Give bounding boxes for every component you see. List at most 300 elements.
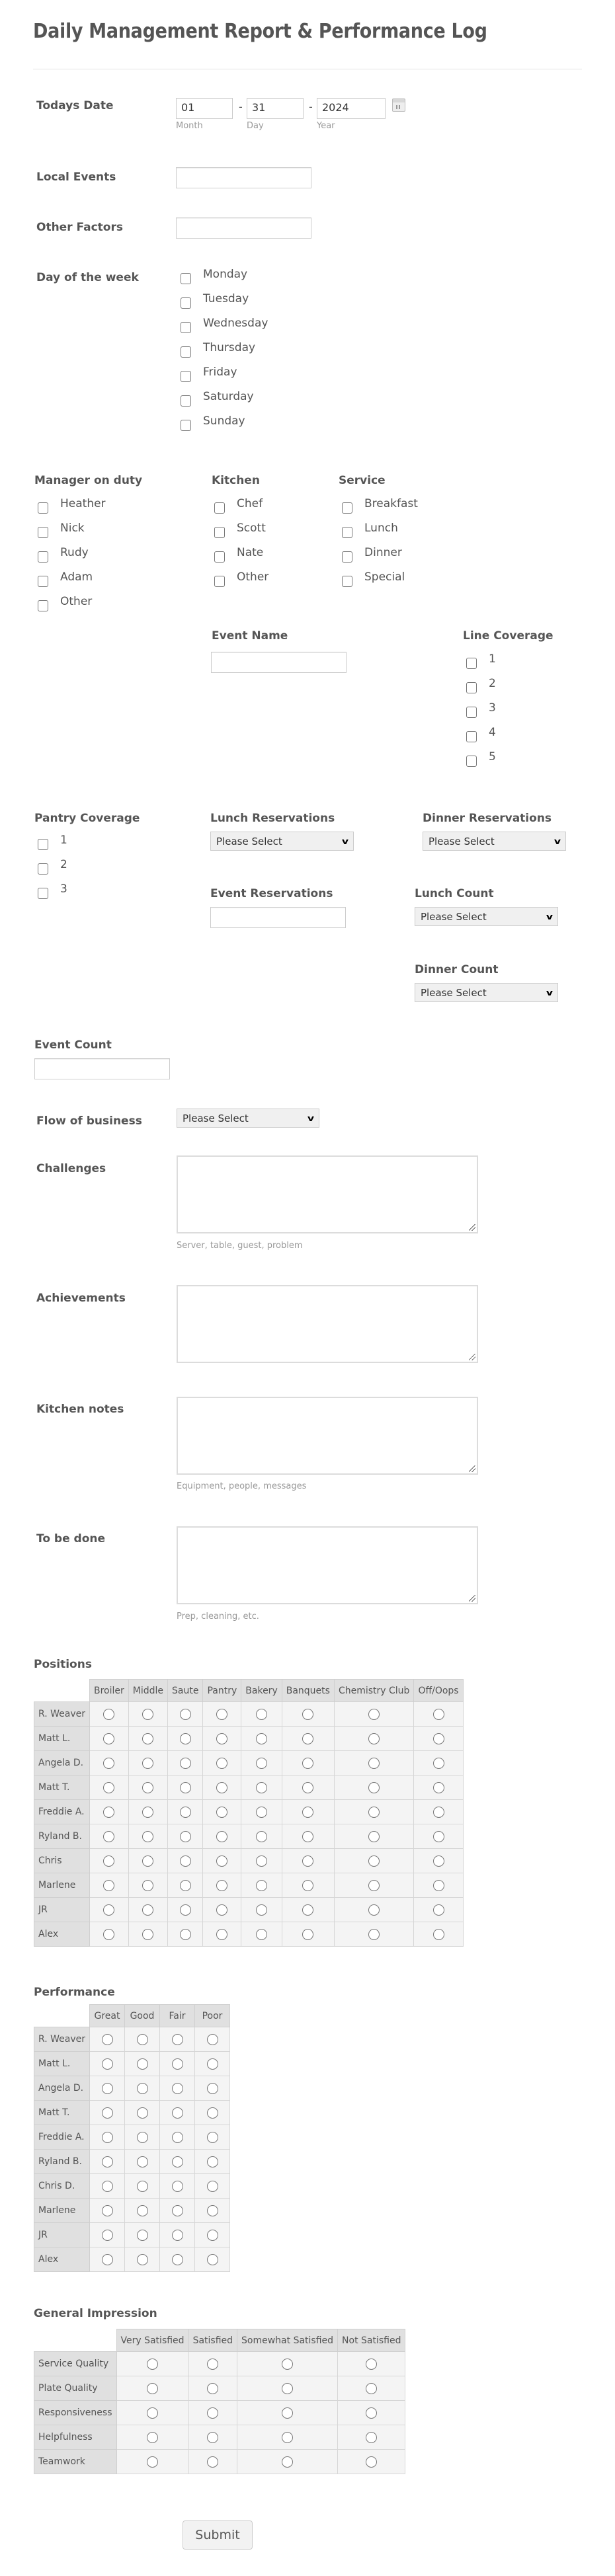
radio-button[interactable] [103,1782,114,1793]
table-row [34,1702,464,1727]
checkbox-icon[interactable] [38,888,48,899]
matrix-cell [203,1824,241,1849]
checkbox-heather[interactable]: Heather [38,499,106,512]
challenges-textarea[interactable] [177,1155,478,1233]
radio-button[interactable] [433,1929,444,1940]
matrix-cell [282,1922,334,1947]
radio-button[interactable] [282,2359,293,2370]
radio-button[interactable] [207,2034,218,2045]
radio-button[interactable] [368,1733,380,1744]
matrix-cell [90,1873,129,1898]
radio-button[interactable] [256,1709,267,1720]
radio-button[interactable] [103,1758,114,1769]
radio-button[interactable] [207,2383,218,2394]
radio-button[interactable] [216,1709,227,1720]
matrix-cell [125,2101,160,2125]
radio-button[interactable] [366,2359,377,2370]
row-label: Matt L. [34,1727,90,1751]
matrix-cell [282,1727,334,1751]
row-label: Angela D. [34,1751,90,1776]
to-be-done-textarea[interactable] [177,1526,478,1604]
checkbox-icon[interactable] [181,322,191,333]
radio-button[interactable] [102,2254,113,2265]
matrix-cell [90,2150,125,2174]
radio-button[interactable] [137,2230,148,2241]
checkbox-adam[interactable]: Adam [38,572,106,586]
radio-button[interactable] [172,2230,183,2241]
checkbox-breakfast[interactable]: Breakfast [342,499,418,512]
matrix-cell [334,1751,414,1776]
checkbox-pantry-2[interactable]: 2 [38,860,67,873]
radio-button[interactable] [102,2230,113,2241]
lunch-count-label: Lunch Count [415,887,494,900]
row-label: R. Weaver [34,2027,90,2052]
kitchen-notes-hint: Equipment, people, messages [177,1481,307,1491]
select-value: Please Select [421,910,487,923]
chevron-down-icon: v [554,836,561,846]
resize-grip-icon[interactable] [469,1465,475,1472]
radio-button[interactable] [102,2058,113,2070]
radio-button[interactable] [433,1782,444,1793]
radio-button[interactable] [282,2383,293,2394]
radio-button[interactable] [103,1929,114,1940]
radio-button[interactable] [368,1807,380,1818]
radio-button[interactable] [207,2181,218,2192]
matrix-cell [125,2199,160,2223]
radio-button[interactable] [103,1904,114,1916]
radio-button[interactable] [180,1929,191,1940]
checkbox-icon[interactable] [181,395,191,407]
radio-button[interactable] [207,2132,218,2143]
radio-button[interactable] [216,1758,227,1769]
radio-button[interactable] [147,2359,158,2370]
to-be-done-hint: Prep, cleaning, etc. [177,1612,259,1621]
radio-button[interactable] [103,1855,114,1867]
matrix-cell [282,1898,334,1922]
radio-button[interactable] [433,1855,444,1867]
column-header: Broiler [90,1680,129,1702]
matrix-cell [414,1751,463,1776]
radio-button[interactable] [142,1880,153,1891]
matrix-cell [116,2425,188,2450]
radio-button[interactable] [102,2205,113,2216]
radio-button[interactable] [102,2107,113,2119]
radio-button[interactable] [137,2034,148,2045]
radio-button[interactable] [180,1855,191,1867]
radio-button[interactable] [147,2456,158,2468]
radio-button[interactable] [368,1758,380,1769]
radio-button[interactable] [433,1709,444,1720]
event-count-label: Event Count [34,1038,112,1052]
checkbox-special[interactable]: Special [342,572,418,586]
dinner-reservations-label: Dinner Reservations [423,812,552,825]
row-label: Chris [34,1849,90,1873]
checkbox-nick[interactable]: Nick [38,524,106,537]
checkbox-nate[interactable]: Nate [214,548,268,561]
radio-button[interactable] [302,1733,313,1744]
radio-button[interactable] [368,1831,380,1842]
radio-button[interactable] [207,2107,218,2119]
checkbox-icon[interactable] [181,297,191,309]
radio-button[interactable] [366,2456,377,2468]
radio-button[interactable] [207,2254,218,2265]
matrix-cell [188,2401,237,2425]
radio-button[interactable] [180,1807,191,1818]
checkbox-icon[interactable] [38,863,48,875]
matrix-cell [90,2247,125,2272]
radio-button[interactable] [216,1831,227,1842]
matrix-cell [195,2125,230,2150]
lunch-reservations-select[interactable] [210,832,354,851]
radio-button[interactable] [147,2407,158,2419]
row-label: Chris D. [34,2174,90,2199]
matrix-cell [160,2247,195,2272]
radio-button[interactable] [147,2432,158,2443]
achievements-textarea[interactable] [177,1285,478,1363]
checkbox-icon[interactable] [181,420,191,431]
radio-button[interactable] [368,1855,380,1867]
row-label: Ryland B. [34,1824,90,1849]
radio-button[interactable] [282,2432,293,2443]
radio-button[interactable] [180,1709,191,1720]
matrix-cell [334,1922,414,1947]
checkbox-manager-other[interactable]: Other [38,597,106,610]
radio-button[interactable] [216,1880,227,1891]
checkbox-icon[interactable] [342,502,352,514]
matrix-cell [203,1800,241,1824]
month-input[interactable]: 01 [176,98,233,119]
table-row [34,2199,230,2223]
radio-button[interactable] [137,2058,148,2070]
column-header: Good [125,2005,160,2027]
kitchen-notes-textarea[interactable] [177,1397,478,1475]
resize-grip-icon[interactable] [469,1354,475,1360]
table-row [34,1727,464,1751]
radio-button[interactable] [256,1782,267,1793]
radio-button[interactable] [180,1831,191,1842]
submit-button[interactable]: Submit [183,2520,253,2550]
radio-button[interactable] [207,2407,218,2419]
radio-button[interactable] [433,1758,444,1769]
matrix-cell [241,1824,282,1849]
radio-button[interactable] [433,1904,444,1916]
matrix-cell [195,2223,230,2247]
checkbox-line-2[interactable]: 2 [466,679,496,692]
radio-button[interactable] [142,1904,153,1916]
chevron-down-icon: v [546,988,554,997]
radio-button[interactable] [216,1855,227,1867]
radio-button[interactable] [207,2456,218,2468]
radio-button[interactable] [102,2132,113,2143]
checkbox-icon[interactable] [214,502,225,514]
checkbox-icon[interactable] [466,707,477,718]
matrix-cell [160,2125,195,2150]
table-row [34,1898,464,1922]
radio-button[interactable] [137,2181,148,2192]
matrix-cell [338,2401,405,2425]
radio-button[interactable] [368,1904,380,1916]
radio-button[interactable] [366,2383,377,2394]
checkbox-icon[interactable] [214,551,225,563]
radio-button[interactable] [172,2083,183,2094]
checkbox-icon[interactable] [38,576,48,587]
radio-button[interactable] [172,2132,183,2143]
radio-button[interactable] [180,1880,191,1891]
year-input[interactable]: 2024 [317,98,386,119]
positions-matrix [34,1679,464,1947]
other-factors-input[interactable] [176,217,311,239]
radio-button[interactable] [366,2432,377,2443]
radio-button[interactable] [207,2058,218,2070]
resize-grip-icon[interactable] [469,1224,475,1231]
matrix-cell [414,1849,463,1873]
resize-grip-icon[interactable] [469,1595,475,1602]
checkbox-pantry-3[interactable]: 3 [38,884,67,898]
radio-button[interactable] [137,2205,148,2216]
checkbox-line-4[interactable]: 4 [466,728,496,741]
date-separator: - [309,100,313,113]
day-input[interactable]: 31 [247,98,304,119]
radio-button[interactable] [172,2107,183,2119]
table-row [34,2425,405,2450]
radio-button[interactable] [433,1880,444,1891]
checkbox-icon[interactable] [342,527,352,538]
checkbox-saturday[interactable]: Saturday [181,392,268,405]
checkbox-icon[interactable] [181,273,191,284]
select-value: Please Select [429,835,495,847]
matrix-cell [125,2027,160,2052]
radio-button[interactable] [102,2083,113,2094]
event-reservations-input[interactable] [210,907,346,928]
radio-button[interactable] [172,2034,183,2045]
checkbox-friday[interactable]: Friday [181,368,268,381]
matrix-cell [334,1727,414,1751]
matrix-cell [125,2076,160,2101]
checkbox-icon[interactable] [466,731,477,742]
radio-button[interactable] [180,1733,191,1744]
checkbox-icon[interactable] [214,576,225,587]
matrix-cell [90,2027,125,2052]
checkbox-icon[interactable] [38,839,48,850]
radio-button[interactable] [103,1880,114,1891]
checkbox-line-3[interactable]: 3 [466,703,496,717]
radio-button[interactable] [256,1929,267,1940]
line-coverage-group [466,654,496,765]
radio-button[interactable] [433,1807,444,1818]
radio-button[interactable] [102,2156,113,2167]
radio-button[interactable] [180,1758,191,1769]
radio-button[interactable] [142,1782,153,1793]
matrix-cell [237,2352,338,2376]
radio-button[interactable] [256,1758,267,1769]
matrix-cell [188,2425,237,2450]
radio-button[interactable] [172,2058,183,2070]
radio-button[interactable] [302,1831,313,1842]
radio-button[interactable] [302,1758,313,1769]
flow-of-business-select[interactable] [177,1109,319,1128]
matrix-cell [237,2376,338,2401]
radio-button[interactable] [302,1904,313,1916]
matrix-header-row [34,1680,464,1702]
radio-button[interactable] [102,2181,113,2192]
checkbox-icon[interactable] [466,756,477,767]
matrix-cell [90,2223,125,2247]
checkbox-monday[interactable]: Monday [181,270,268,283]
radio-button[interactable] [207,2083,218,2094]
radio-button[interactable] [302,1855,313,1867]
radio-button[interactable] [172,2205,183,2216]
radio-button[interactable] [302,1709,313,1720]
radio-button[interactable] [137,2156,148,2167]
radio-button[interactable] [172,2156,183,2167]
radio-button[interactable] [142,1733,153,1744]
radio-button[interactable] [142,1855,153,1867]
checkbox-icon[interactable] [38,551,48,563]
checkbox-icon[interactable] [214,527,225,538]
radio-button[interactable] [282,2456,293,2468]
checkbox-lunch[interactable]: Lunch [342,524,418,537]
checkbox-scott[interactable]: Scott [214,524,268,537]
dinner-reservations-select[interactable] [423,832,566,851]
checkbox-icon[interactable] [466,658,477,669]
table-row [34,2223,230,2247]
radio-button[interactable] [366,2407,377,2419]
select-value: Please Select [421,986,487,999]
radio-button[interactable] [207,2156,218,2167]
radio-button[interactable] [172,2254,183,2265]
general-impression-label: General Impression [34,2307,157,2320]
column-header: Not Satisfied [338,2329,405,2352]
radio-button[interactable] [180,1904,191,1916]
radio-button[interactable] [433,1831,444,1842]
radio-button[interactable] [216,1782,227,1793]
checkbox-chef[interactable]: Chef [214,499,268,512]
radio-button[interactable] [142,1807,153,1818]
radio-button[interactable] [216,1929,227,1940]
matrix-cell [414,1800,463,1824]
event-name-input[interactable] [211,652,347,673]
other-factors-label: Other Factors [36,221,123,234]
checkbox-tuesday[interactable]: Tuesday [181,294,268,307]
checkbox-icon[interactable] [38,527,48,538]
radio-button[interactable] [256,1855,267,1867]
radio-button[interactable] [433,1733,444,1744]
radio-button[interactable] [137,2083,148,2094]
matrix-cell [414,1824,463,1849]
radio-button[interactable] [302,1880,313,1891]
local-events-input[interactable] [176,167,311,188]
matrix-cell [168,1702,203,1727]
radio-button[interactable] [256,1807,267,1818]
select-value: Please Select [216,835,282,847]
checkbox-pantry-1[interactable]: 1 [38,836,67,849]
matrix-cell [334,1849,414,1873]
radio-button[interactable] [302,1929,313,1940]
radio-button[interactable] [142,1831,153,1842]
radio-button[interactable] [103,1807,114,1818]
matrix-cell [282,1824,334,1849]
radio-button[interactable] [256,1733,267,1744]
checkbox-icon[interactable] [342,576,352,587]
matrix-cell [128,1922,167,1947]
checkbox-icon[interactable] [466,682,477,693]
radio-button[interactable] [256,1880,267,1891]
flow-of-business-label: Flow of business [36,1114,142,1128]
checkbox-wednesday[interactable]: Wednesday [181,319,268,332]
radio-button[interactable] [142,1709,153,1720]
radio-button[interactable] [368,1929,380,1940]
radio-button[interactable] [216,1904,227,1916]
lunch-count-select[interactable] [415,907,558,926]
radio-button[interactable] [142,1758,153,1769]
radio-button[interactable] [207,2205,218,2216]
radio-button[interactable] [180,1782,191,1793]
checkbox-line-5[interactable]: 5 [466,752,496,765]
checkbox-icon[interactable] [342,551,352,563]
checkbox-line-1[interactable]: 1 [466,654,496,668]
matrix-cell [282,1776,334,1800]
row-label: Matt L. [34,2052,90,2076]
column-header: Chemistry Club [334,1680,414,1702]
radio-button[interactable] [368,1782,380,1793]
row-label: Matt T. [34,1776,90,1800]
radio-button[interactable] [256,1831,267,1842]
matrix-cell [90,1776,129,1800]
calendar-icon[interactable] [392,98,405,112]
row-label: Alex [34,1922,90,1947]
checkbox-rudy[interactable]: Rudy [38,548,106,561]
checkbox-icon[interactable] [181,346,191,358]
radio-button[interactable] [103,1709,114,1720]
dinner-count-select[interactable] [415,983,558,1002]
radio-button[interactable] [137,2132,148,2143]
matrix-cell [125,2150,160,2174]
checkbox-dinner[interactable]: Dinner [342,548,418,561]
matrix-cell [334,1873,414,1898]
achievements-label: Achievements [36,1292,126,1305]
radio-button[interactable] [103,1831,114,1842]
radio-button[interactable] [102,2034,113,2045]
radio-button[interactable] [142,1929,153,1940]
radio-button[interactable] [216,1807,227,1818]
checkbox-kitchen-other[interactable]: Other [214,572,268,586]
radio-button[interactable] [302,1782,313,1793]
radio-button[interactable] [368,1709,380,1720]
radio-button[interactable] [207,2359,218,2370]
checkbox-sunday[interactable]: Sunday [181,416,268,430]
checkbox-thursday[interactable]: Thursday [181,343,268,356]
matrix-cell [116,2376,188,2401]
radio-button[interactable] [256,1904,267,1916]
checkbox-icon[interactable] [38,502,48,514]
radio-button[interactable] [368,1880,380,1891]
radio-button[interactable] [137,2254,148,2265]
checkbox-icon[interactable] [181,371,191,382]
radio-button[interactable] [172,2181,183,2192]
checkbox-icon[interactable] [38,600,48,611]
radio-button[interactable] [147,2383,158,2394]
radio-button[interactable] [207,2230,218,2241]
radio-button[interactable] [103,1733,114,1744]
radio-button[interactable] [207,2432,218,2443]
radio-button[interactable] [137,2107,148,2119]
radio-button[interactable] [216,1733,227,1744]
radio-button[interactable] [302,1807,313,1818]
matrix-cell [241,1751,282,1776]
radio-button[interactable] [282,2407,293,2419]
matrix-cell [282,1751,334,1776]
event-count-input[interactable] [34,1058,170,1079]
